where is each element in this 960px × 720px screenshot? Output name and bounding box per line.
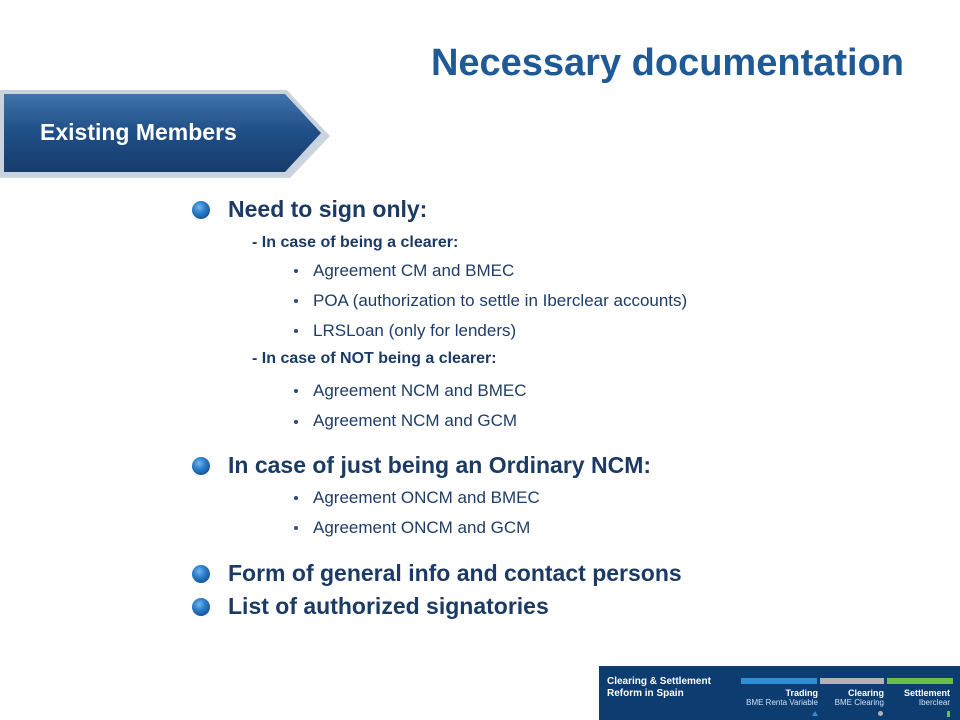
blue-sphere-bullet-icon	[192, 598, 210, 616]
small-bullet-icon	[294, 526, 298, 530]
bullet-heading: Form of general info and contact persons	[228, 560, 682, 586]
list-item-text: Agreement ONCM and BMEC	[313, 488, 540, 507]
footer-brand-line2: Reform in Spain	[607, 688, 684, 699]
small-bullet-icon	[294, 420, 298, 424]
footer-col-clearing-sub: BME Clearing	[834, 698, 884, 707]
circle-icon	[878, 711, 883, 716]
list-item-text: Agreement NCM and BMEC	[313, 381, 527, 400]
list-item-text: POA (authorization to settle in Iberclear accounts)	[313, 291, 688, 310]
footer-brand-line1: Clearing & Settlement	[607, 676, 711, 687]
list-item-text: LRSLoan (only for lenders)	[313, 321, 517, 340]
slide-title: Necessary documentation	[430, 42, 904, 84]
group-label-clearer: - In case of being a clearer:	[252, 234, 459, 251]
banner-label: Existing Members	[40, 119, 237, 145]
group-label-not-clearer: - In case of NOT being a clearer:	[252, 350, 497, 367]
settlement-bar	[887, 678, 953, 684]
blue-sphere-bullet-icon	[192, 565, 210, 583]
footer-col-settlement-sub: Iberclear	[918, 698, 950, 707]
small-bullet-icon	[294, 299, 298, 303]
footer-logo-strip	[599, 666, 960, 720]
clearing-bar	[820, 678, 884, 684]
footer-col-trading: Trading	[785, 688, 818, 698]
blue-sphere-bullet-icon	[192, 457, 210, 475]
small-bullet-icon	[294, 329, 298, 333]
bullet-heading: In case of just being an Ordinary NCM:	[228, 452, 652, 478]
small-bullet-icon	[294, 496, 298, 500]
list-item-text: Agreement CM and BMEC	[313, 261, 515, 280]
list-item-text: Agreement NCM and GCM	[313, 411, 518, 430]
footer-col-clearing: Clearing	[847, 688, 884, 698]
bar-icon	[947, 711, 950, 717]
blue-sphere-bullet-icon	[192, 201, 210, 219]
footer-brand	[607, 676, 737, 700]
bullet-heading: Need to sign only:	[228, 196, 428, 222]
footer-col-trading-sub: BME Renta Variable	[746, 698, 818, 707]
triangle-icon	[812, 711, 818, 716]
trading-bar	[741, 678, 817, 684]
small-bullet-icon	[294, 389, 298, 393]
list-item-text: Agreement ONCM and GCM	[313, 518, 531, 537]
small-bullet-icon	[294, 269, 298, 273]
bullet-heading: List of authorized signatories	[228, 593, 549, 619]
footer-col-settlement: Settlement	[903, 688, 950, 698]
